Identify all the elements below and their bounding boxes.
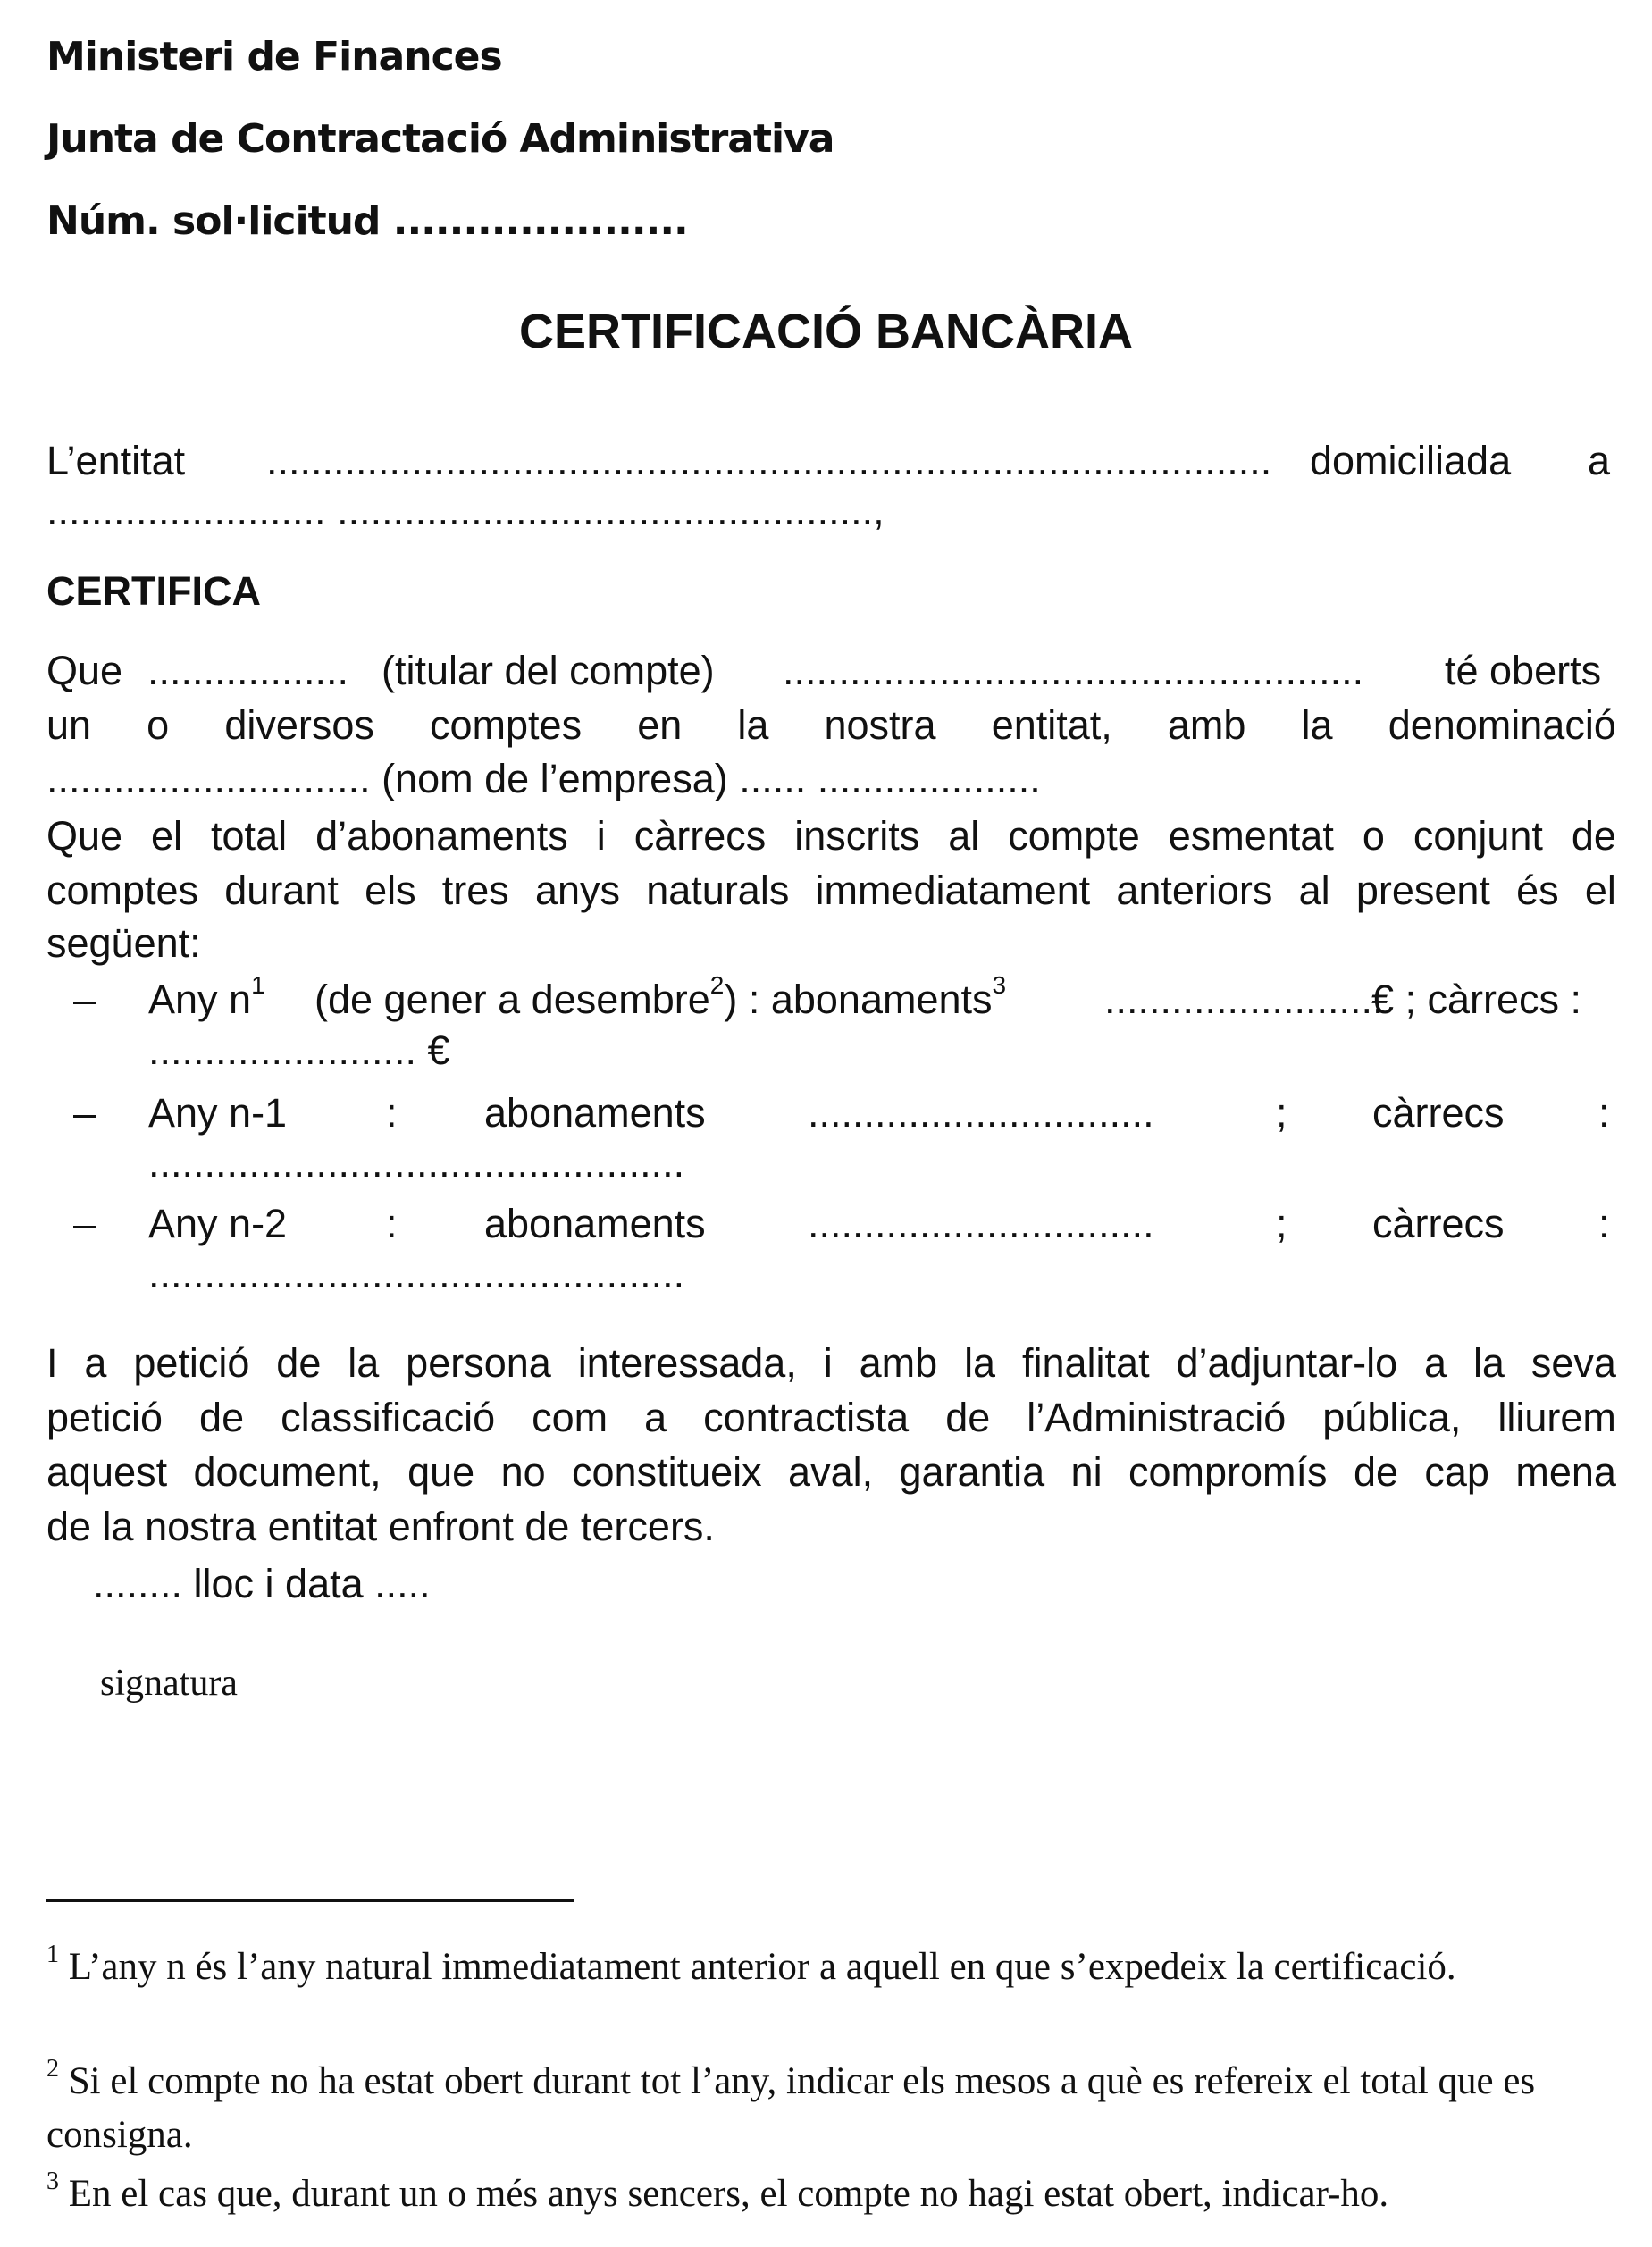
closing-line-4: de la nostra entitat enfront de tercers.: [46, 1504, 715, 1549]
word: garantia: [899, 1449, 1045, 1495]
word: mena: [1515, 1449, 1616, 1495]
totals-line-2: [46, 868, 1616, 914]
footnote-ref-2: 2: [709, 971, 725, 999]
word: al: [948, 813, 980, 859]
year-n1-carrecs-label: càrrecs: [1372, 1090, 1505, 1136]
word: lliurem: [1497, 1395, 1616, 1440]
footnote-text: En el cas que, durant un o més anys sencers, el compte no hagi estat obert, indicar-ho.: [68, 2173, 1389, 2215]
word: els: [365, 868, 416, 913]
word: immediatament: [815, 868, 1091, 913]
word: persona: [406, 1340, 551, 1386]
word: esmentat: [1168, 813, 1334, 859]
word: ni: [1070, 1449, 1103, 1495]
word: la: [737, 702, 769, 748]
word: el: [151, 813, 183, 859]
word: i: [596, 813, 606, 859]
request-number-field: Núm. sol·licitud .....................: [46, 198, 688, 244]
word: seva: [1530, 1340, 1616, 1386]
year-n2-abonaments-label: abonaments: [484, 1201, 706, 1246]
domiciled-a: a: [1588, 438, 1611, 483]
footnote-1: [46, 1941, 1601, 1994]
footnote-number: 3: [46, 2167, 59, 2195]
word: a: [84, 1340, 107, 1386]
word: petició: [46, 1395, 164, 1440]
te-oberts-label: té oberts: [1445, 648, 1602, 693]
word: a: [1424, 1340, 1447, 1386]
place-date-field: ........ lloc i data .....: [93, 1561, 431, 1606]
word: de: [945, 1395, 991, 1440]
word: amb: [859, 1340, 938, 1386]
totals-line-3: següent:: [46, 920, 201, 966]
word: de: [1571, 813, 1616, 859]
holder-blank-2: ....................................................: [783, 648, 1364, 693]
word: denominació: [1388, 702, 1616, 748]
word: l’Administració: [1027, 1395, 1287, 1440]
word: el: [1584, 868, 1616, 913]
word: classificació: [281, 1395, 496, 1440]
closing-line-2: [46, 1395, 1616, 1441]
year-n1-abonaments-label: abonaments: [484, 1090, 706, 1136]
word: inscrits: [794, 813, 920, 859]
word: càrrecs: [633, 813, 767, 859]
entity-name-blank: ..........................................................................................: [266, 438, 1272, 483]
year-n2-label: Any n-2: [148, 1201, 288, 1246]
year-n2-abonaments-blank: ...............................: [808, 1201, 1154, 1246]
word: present: [1355, 868, 1490, 913]
word: al: [1298, 868, 1330, 913]
footnote-text: Si el compte no ha estat obert durant tot l’any, indicar els mesos a què es refereix el total que es consigna.: [46, 2060, 1536, 2156]
domiciled-label: domiciliada: [1310, 438, 1512, 483]
word: document,: [193, 1449, 382, 1495]
word: compromís: [1128, 1449, 1328, 1495]
word: nostra: [824, 702, 936, 748]
year-n1-dash: –: [73, 1090, 96, 1136]
word: de: [276, 1340, 322, 1386]
word: o: [147, 702, 170, 748]
word: en: [637, 702, 683, 748]
company-name-line: ............................. (nom de l’empresa) ...... ....................: [46, 756, 1041, 801]
year-n1-colon-2: :: [1598, 1090, 1610, 1136]
word: d’abonaments: [315, 813, 568, 859]
word: no: [500, 1449, 546, 1495]
year-n1-colon: :: [386, 1090, 398, 1136]
year-n2-carrecs-label: càrrecs: [1372, 1201, 1505, 1246]
holder-line-2: [46, 702, 1616, 749]
footnote-ref-3: 3: [992, 971, 1007, 999]
footnote-text: L’any n és l’any natural immediatament anterior a aquell en que s’expedeix la certificació.: [68, 1946, 1456, 1988]
footnote-2: [46, 2055, 1601, 2162]
year-n-dash: –: [73, 977, 96, 1022]
word: comptes: [430, 702, 583, 748]
year-n2-dash: –: [73, 1201, 96, 1246]
year-n2-carrecs-blank: ................................................: [148, 1251, 685, 1296]
year-n-period: [314, 971, 1007, 1023]
signature-label: signatura: [100, 1663, 238, 1704]
board-heading: Junta de Contractació Administrativa: [46, 116, 834, 162]
year-n2-semicolon: ;: [1276, 1201, 1287, 1246]
word: com: [532, 1395, 608, 1440]
footnote-divider: [46, 1899, 574, 1902]
word: constitueix: [572, 1449, 762, 1495]
word: és: [1516, 868, 1559, 913]
word: durant: [224, 868, 339, 913]
word: la: [964, 1340, 996, 1386]
titular-label: (titular del compte): [382, 648, 715, 693]
word: compte: [1008, 813, 1140, 859]
year-n-carrecs-blank: ........................ €: [148, 1027, 450, 1073]
word: tres: [441, 868, 509, 913]
closing-line-1: [46, 1340, 1616, 1387]
word: anys: [534, 868, 621, 913]
period-label: (de gener a desembre: [314, 977, 710, 1022]
word: que: [407, 1449, 475, 1495]
footnote-number: 2: [46, 2054, 59, 2083]
word: la: [348, 1340, 380, 1386]
word: aval,: [788, 1449, 874, 1495]
word: un: [46, 702, 92, 748]
footnote-number: 1: [46, 1940, 59, 1968]
entity-label: L’entitat: [46, 438, 186, 483]
year-n1-semicolon: ;: [1276, 1090, 1287, 1136]
entity-address-blank: ......................... ................................................,: [46, 488, 885, 533]
word: amb: [1167, 702, 1246, 748]
word: la: [1472, 1340, 1505, 1386]
word: cap: [1424, 1449, 1489, 1495]
word: I: [46, 1340, 58, 1386]
word: o: [1362, 813, 1385, 859]
footnote-ref-1: 1: [251, 971, 265, 999]
page-title: CERTIFICACIÓ BANCÀRIA: [519, 305, 1133, 358]
year-n-label: Any n: [148, 977, 252, 1022]
word: pública,: [1322, 1395, 1462, 1440]
word: entitat,: [991, 702, 1112, 748]
holder-blank-1: ..................: [147, 648, 349, 693]
year-n-euro-carrecs: € ; càrrecs :: [1371, 977, 1582, 1022]
word: contractista: [703, 1395, 910, 1440]
word: i: [823, 1340, 833, 1386]
year-n1-abonaments-blank: ...............................: [808, 1090, 1154, 1136]
word: aquest: [46, 1449, 168, 1495]
year-n-abonaments-blank: .........................: [1104, 977, 1384, 1022]
closing-line-3: [46, 1449, 1616, 1496]
year-n2-colon-2: :: [1598, 1201, 1610, 1246]
word: naturals: [646, 868, 790, 913]
year-n2-colon: :: [386, 1201, 398, 1246]
abonaments-label: ) : abonaments: [724, 977, 993, 1022]
totals-line-1: [46, 813, 1616, 859]
year-n1-label: Any n-1: [148, 1090, 288, 1136]
word: total: [211, 813, 288, 859]
word: finalitat: [1021, 1340, 1150, 1386]
que-label: Que: [46, 648, 123, 693]
word: a: [644, 1395, 667, 1440]
word: Que: [46, 813, 123, 859]
word: conjunt: [1413, 813, 1543, 859]
word: de: [1353, 1449, 1398, 1495]
word: la: [1301, 702, 1333, 748]
word: petició: [133, 1340, 250, 1386]
word: anteriors: [1116, 868, 1273, 913]
year-n-row: [148, 971, 265, 1023]
word: d’adjuntar-lo: [1176, 1340, 1398, 1386]
word: comptes: [46, 868, 199, 913]
footnote-3: [46, 2167, 1646, 2221]
certifica-heading: CERTIFICA: [46, 568, 261, 614]
word: interessada,: [577, 1340, 797, 1386]
ministry-heading: Ministeri de Finances: [46, 34, 502, 80]
word: de: [199, 1395, 245, 1440]
year-n1-carrecs-blank: ................................................: [148, 1140, 685, 1186]
word: diversos: [224, 702, 374, 748]
